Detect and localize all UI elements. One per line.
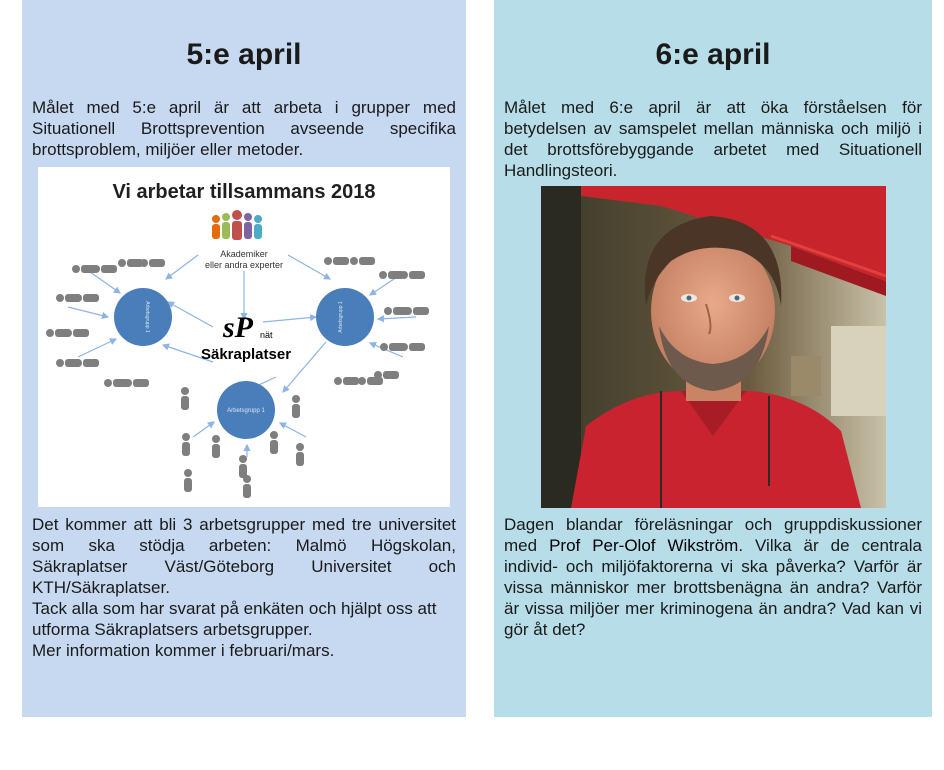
group-circle-right <box>316 288 374 346</box>
right-body <box>504 514 922 640</box>
experts-icon <box>212 210 262 240</box>
left-panel <box>22 0 466 717</box>
left-heading: 5:e april <box>186 38 302 71</box>
experts-label-2: eller andra experter <box>204 260 284 270</box>
logo-name: Säkraplatser <box>200 346 292 363</box>
left-body-2: Tack alla som har svarat på enkäten och hjälpt oss att utforma Säkraplatsers arbetsgrupper. <box>32 599 437 639</box>
experts-label-1: Akademiker <box>220 249 268 259</box>
left-intro: Målet med 5:e april är att arbeta i grupper med Situationell Brottsprevention avseende specifika brottsproblem, miljöer eller metoder. <box>32 98 456 159</box>
left-body-3: Mer information kommer i februari/mars. <box>32 641 335 660</box>
diagram-graphic <box>38 167 450 507</box>
speaker-name: Prof Per-Olof Wikström <box>549 536 739 555</box>
group-left-label: Arbetsgrupp 1 <box>144 301 150 333</box>
group-circle-left <box>114 288 172 346</box>
portrait-image <box>541 186 886 508</box>
right-intro: Målet med 6:e april är att öka förståelsen för betydelsen av samspelet mellan människa och miljö i det brottsförebyggande arbetet med Situationell Handlingsteori. <box>504 98 922 180</box>
workgroups-diagram <box>38 167 450 507</box>
diagram-title: Vi arbetar tillsammans 2018 <box>112 181 376 203</box>
right-panel <box>494 0 932 717</box>
right-heading: 6:e april <box>655 38 771 71</box>
speaker-photo <box>541 186 886 508</box>
right-body-pre: Dagen blandar föreläsningar och gruppdiskussioner med <box>504 515 922 555</box>
group-right-label: Arbetsgrupp 1 <box>338 301 344 333</box>
left-body <box>32 514 456 661</box>
left-body-1: Det kommer att bli 3 arbetsgrupper med tre universitet som ska stödja arbeten: Malmö Högskolan, Säkraplatser Väst/Göteborg Universitet och KTH/Säkraplatser. <box>32 515 456 597</box>
logo-mark: sP <box>223 311 253 344</box>
logo-sub: nät <box>260 330 273 340</box>
right-body-post: . Vilka är de centrala individ- och miljöfaktorerna vi ska påverka? Varför är vissa människor mer brottsbenägna än andra? Varför är vissa miljöer mer kriminogena än andra? Vad kan vi gör åt det? <box>504 536 922 639</box>
group-bottom-label: Arbetsgrupp 1 <box>227 408 265 414</box>
